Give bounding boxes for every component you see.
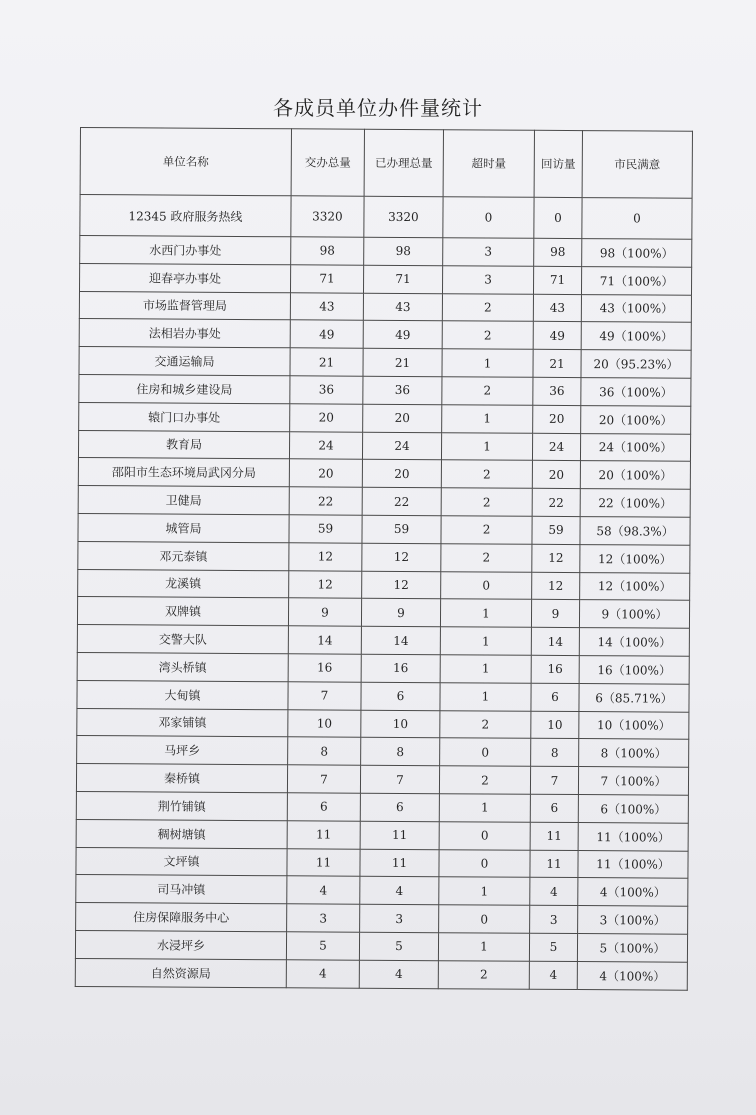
cell-followup: 12 (532, 572, 580, 600)
table-row (76, 791, 688, 823)
cell-assigned-total: 5 (286, 932, 359, 960)
cell-handled-total: 7 (360, 765, 439, 793)
cell-assigned-total: 16 (288, 654, 361, 682)
cell-unit-name: 教育局 (78, 430, 289, 459)
cell-unit-name: 自然资源局 (75, 958, 286, 987)
cell-followup: 36 (533, 377, 581, 405)
cell-assigned-total: 43 (290, 292, 363, 320)
cell-handled-total: 59 (362, 515, 441, 543)
table-row (77, 625, 689, 657)
cell-handled-total: 22 (362, 487, 441, 515)
cell-satisfaction: 12（100%） (580, 572, 690, 600)
header-overdue: 超时量 (443, 130, 534, 198)
cell-satisfaction: 11（100%） (578, 822, 688, 850)
cell-handled-total: 20 (363, 404, 442, 432)
cell-overdue: 0 (441, 571, 532, 599)
cell-satisfaction: 4（100%） (577, 961, 687, 989)
cell-satisfaction: 16（100%） (579, 656, 689, 684)
table-row (77, 680, 689, 712)
cell-assigned-total: 12 (289, 570, 362, 598)
cell-satisfaction: 43（100%） (581, 294, 691, 322)
cell-overdue: 1 (440, 627, 531, 655)
cell-handled-total: 20 (362, 460, 441, 488)
cell-satisfaction: 20（100%） (580, 461, 690, 489)
cell-satisfaction: 22（100%） (580, 489, 690, 517)
cell-unit-name: 大甸镇 (77, 680, 288, 709)
cell-overdue: 2 (441, 543, 532, 571)
cell-unit-name: 稠树塘镇 (76, 819, 287, 848)
cell-handled-total: 11 (360, 821, 439, 849)
cell-unit-name: 水西门办事处 (80, 236, 291, 265)
header-followup: 回访量 (534, 130, 582, 197)
cell-handled-total: 21 (363, 348, 442, 376)
table-row (78, 430, 690, 462)
cell-satisfaction: 24（100%） (580, 433, 690, 461)
cell-assigned-total: 11 (287, 821, 360, 849)
cell-satisfaction: 10（100%） (579, 711, 689, 739)
cell-assigned-total: 8 (288, 737, 361, 765)
cell-satisfaction: 5（100%） (577, 933, 687, 961)
table-row (77, 736, 689, 768)
cell-overdue: 2 (438, 960, 529, 988)
table-row (79, 347, 691, 379)
cell-followup: 3 (530, 905, 578, 933)
table-row (79, 402, 691, 434)
cell-overdue: 0 (443, 197, 534, 239)
cell-followup: 12 (532, 544, 580, 572)
cell-followup: 10 (531, 711, 579, 739)
table-row (78, 541, 690, 573)
cell-unit-name: 荆竹铺镇 (76, 791, 287, 820)
cell-assigned-total: 49 (290, 320, 363, 348)
cell-assigned-total: 20 (289, 459, 362, 487)
cell-handled-total: 11 (360, 849, 439, 877)
table-row (77, 652, 689, 684)
cell-satisfaction: 6（100%） (578, 794, 688, 822)
cell-overdue: 1 (439, 794, 530, 822)
cell-assigned-total: 12 (289, 543, 362, 571)
cell-overdue: 2 (442, 293, 533, 321)
cell-unit-name: 水浸坪乡 (75, 930, 286, 959)
cell-overdue: 1 (441, 432, 532, 460)
cell-overdue: 2 (441, 488, 532, 516)
cell-overdue: 2 (441, 516, 532, 544)
cell-followup: 11 (530, 850, 578, 878)
cell-handled-total: 49 (363, 321, 442, 349)
cell-handled-total: 9 (361, 599, 440, 627)
cell-satisfaction: 14（100%） (579, 628, 689, 656)
cell-handled-total: 10 (361, 710, 440, 738)
cell-handled-total: 4 (359, 960, 438, 988)
cell-followup: 43 (533, 294, 581, 322)
cell-satisfaction: 20（100%） (581, 405, 691, 433)
cell-unit-name: 双牌镇 (77, 597, 288, 626)
table-row (79, 263, 691, 295)
cell-overdue: 3 (442, 266, 533, 294)
table-row (75, 930, 687, 962)
cell-unit-name: 湾头桥镇 (77, 652, 288, 681)
table-row (76, 847, 688, 879)
cell-unit-name: 交通运输局 (79, 347, 290, 376)
table-row (78, 458, 690, 490)
cell-handled-total: 3320 (364, 196, 443, 237)
cell-unit-name: 秦桥镇 (76, 764, 287, 793)
table-row (79, 291, 691, 323)
header-satisfaction: 市民满意 (582, 131, 692, 199)
cell-satisfaction: 6（85.71%） (579, 683, 689, 711)
cell-assigned-total: 4 (287, 876, 360, 904)
cell-overdue: 2 (441, 460, 532, 488)
cell-satisfaction: 4（100%） (578, 878, 688, 906)
table-row (76, 903, 688, 935)
cell-unit-name: 龙溪镇 (78, 569, 289, 598)
cell-unit-name: 卫健局 (78, 486, 289, 515)
table-row (79, 319, 691, 351)
cell-followup: 14 (531, 627, 579, 655)
cell-overdue: 3 (443, 238, 534, 266)
cell-assigned-total: 59 (289, 515, 362, 543)
cell-handled-total: 24 (362, 432, 441, 460)
cell-handled-total: 14 (361, 626, 440, 654)
cell-unit-name: 住房保障服务中心 (76, 903, 287, 932)
cell-satisfaction: 0 (582, 198, 692, 240)
cell-overdue: 1 (442, 349, 533, 377)
cell-handled-total: 3 (360, 904, 439, 932)
cell-assigned-total: 3 (287, 904, 360, 932)
header-handled-total: 已办理总量 (364, 129, 443, 196)
cell-overdue: 1 (440, 655, 531, 683)
cell-unit-name: 邓元泰镇 (78, 541, 289, 570)
cell-handled-total: 12 (362, 543, 441, 571)
cell-satisfaction: 49（100%） (581, 322, 691, 350)
cell-satisfaction: 9（100%） (579, 600, 689, 628)
cell-handled-total: 36 (363, 376, 442, 404)
cell-unit-name: 马坪乡 (77, 736, 288, 765)
cell-followup: 6 (531, 683, 579, 711)
cell-overdue: 1 (438, 933, 529, 961)
cell-unit-name: 法相岩办事处 (79, 319, 290, 348)
cell-satisfaction: 36（100%） (581, 378, 691, 406)
cell-assigned-total: 10 (288, 709, 361, 737)
cell-satisfaction: 98（100%） (582, 239, 692, 267)
cell-followup: 21 (533, 349, 581, 377)
table-row (78, 513, 690, 545)
cell-unit-name: 市场监督管理局 (79, 291, 290, 320)
cell-overdue: 1 (439, 877, 530, 905)
cell-assigned-total: 6 (287, 793, 360, 821)
cell-overdue: 2 (440, 710, 531, 738)
cell-followup: 20 (532, 461, 580, 489)
cell-assigned-total: 36 (290, 376, 363, 404)
cell-assigned-total: 71 (290, 265, 363, 293)
cell-satisfaction: 7（100%） (578, 767, 688, 795)
cell-assigned-total: 9 (288, 598, 361, 626)
table-row (77, 597, 689, 629)
cell-handled-total: 6 (361, 682, 440, 710)
cell-overdue: 2 (439, 766, 530, 794)
cell-overdue: 0 (439, 849, 530, 877)
document-title: 各成员单位办件量统计 (273, 96, 483, 120)
table-row (80, 236, 692, 268)
cell-overdue: 1 (440, 599, 531, 627)
cell-handled-total: 6 (360, 793, 439, 821)
cell-followup: 6 (530, 794, 578, 822)
cell-handled-total: 16 (361, 654, 440, 682)
cell-unit-name: 交警大队 (77, 625, 288, 654)
cell-unit-name: 邓家铺镇 (77, 708, 288, 737)
cell-overdue: 0 (439, 821, 530, 849)
cell-assigned-total: 20 (290, 404, 363, 432)
cell-unit-name: 12345 政府服务热线 (80, 195, 291, 237)
cell-unit-name: 司马冲镇 (76, 875, 287, 904)
cell-handled-total: 12 (362, 571, 441, 599)
cell-satisfaction: 58（98.3%） (580, 517, 690, 545)
cell-overdue: 2 (442, 321, 533, 349)
table-row (79, 374, 691, 406)
cell-handled-total: 4 (360, 877, 439, 905)
cell-overdue: 1 (442, 404, 533, 432)
cell-followup: 49 (533, 322, 581, 350)
table-row (76, 764, 688, 796)
cell-overdue: 0 (439, 905, 530, 933)
table-row (77, 708, 689, 740)
cell-followup: 11 (530, 822, 578, 850)
cell-followup: 24 (532, 433, 580, 461)
cell-unit-name: 辕门口办事处 (79, 402, 290, 431)
cell-unit-name: 住房和城乡建设局 (79, 374, 290, 403)
cell-satisfaction: 8（100%） (579, 739, 689, 767)
cell-satisfaction: 12（100%） (580, 544, 690, 572)
cell-handled-total: 98 (364, 237, 443, 265)
cell-handled-total: 5 (359, 932, 438, 960)
cell-assigned-total: 14 (288, 626, 361, 654)
cell-handled-total: 71 (363, 265, 442, 293)
table-row (75, 958, 687, 990)
cell-followup: 16 (531, 655, 579, 683)
cell-unit-name: 邵阳市生态环境局武冈分局 (78, 458, 289, 487)
cell-overdue: 2 (442, 377, 533, 405)
cell-followup: 4 (529, 961, 577, 989)
cell-satisfaction: 11（100%） (578, 850, 688, 878)
cell-satisfaction: 71（100%） (581, 266, 691, 294)
cell-assigned-total: 7 (287, 765, 360, 793)
table-row (78, 486, 690, 518)
cell-unit-name: 迎春亭办事处 (79, 263, 290, 292)
cell-followup: 4 (530, 878, 578, 906)
cell-overdue: 0 (440, 738, 531, 766)
cell-satisfaction: 20（95.23%） (581, 350, 691, 378)
table-row (76, 819, 688, 851)
statistics-table (75, 127, 693, 990)
cell-followup: 9 (531, 600, 579, 628)
cell-followup: 59 (532, 516, 580, 544)
cell-unit-name: 城管局 (78, 513, 289, 542)
cell-assigned-total: 7 (288, 682, 361, 710)
cell-handled-total: 43 (363, 293, 442, 321)
cell-followup: 5 (529, 933, 577, 961)
cell-followup: 98 (534, 238, 582, 266)
cell-followup: 0 (534, 197, 582, 238)
cell-assigned-total: 24 (289, 431, 362, 459)
table-header-row (80, 128, 692, 199)
table-row (76, 875, 688, 907)
cell-followup: 71 (533, 266, 581, 294)
cell-followup: 8 (531, 739, 579, 767)
cell-assigned-total: 11 (287, 848, 360, 876)
cell-assigned-total: 21 (290, 348, 363, 376)
cell-assigned-total: 22 (289, 487, 362, 515)
table-row (80, 195, 692, 240)
cell-followup: 20 (533, 405, 581, 433)
cell-handled-total: 8 (361, 738, 440, 766)
cell-assigned-total: 4 (286, 959, 359, 987)
cell-satisfaction: 3（100%） (578, 906, 688, 934)
header-unit-name: 单位名称 (80, 128, 291, 196)
cell-followup: 22 (532, 488, 580, 516)
header-assigned-total: 交办总量 (291, 129, 364, 196)
cell-assigned-total: 98 (291, 237, 364, 265)
cell-unit-name: 文坪镇 (76, 847, 287, 876)
cell-followup: 7 (530, 766, 578, 794)
cell-overdue: 1 (440, 682, 531, 710)
table-row (78, 569, 690, 601)
cell-assigned-total: 3320 (291, 196, 364, 237)
